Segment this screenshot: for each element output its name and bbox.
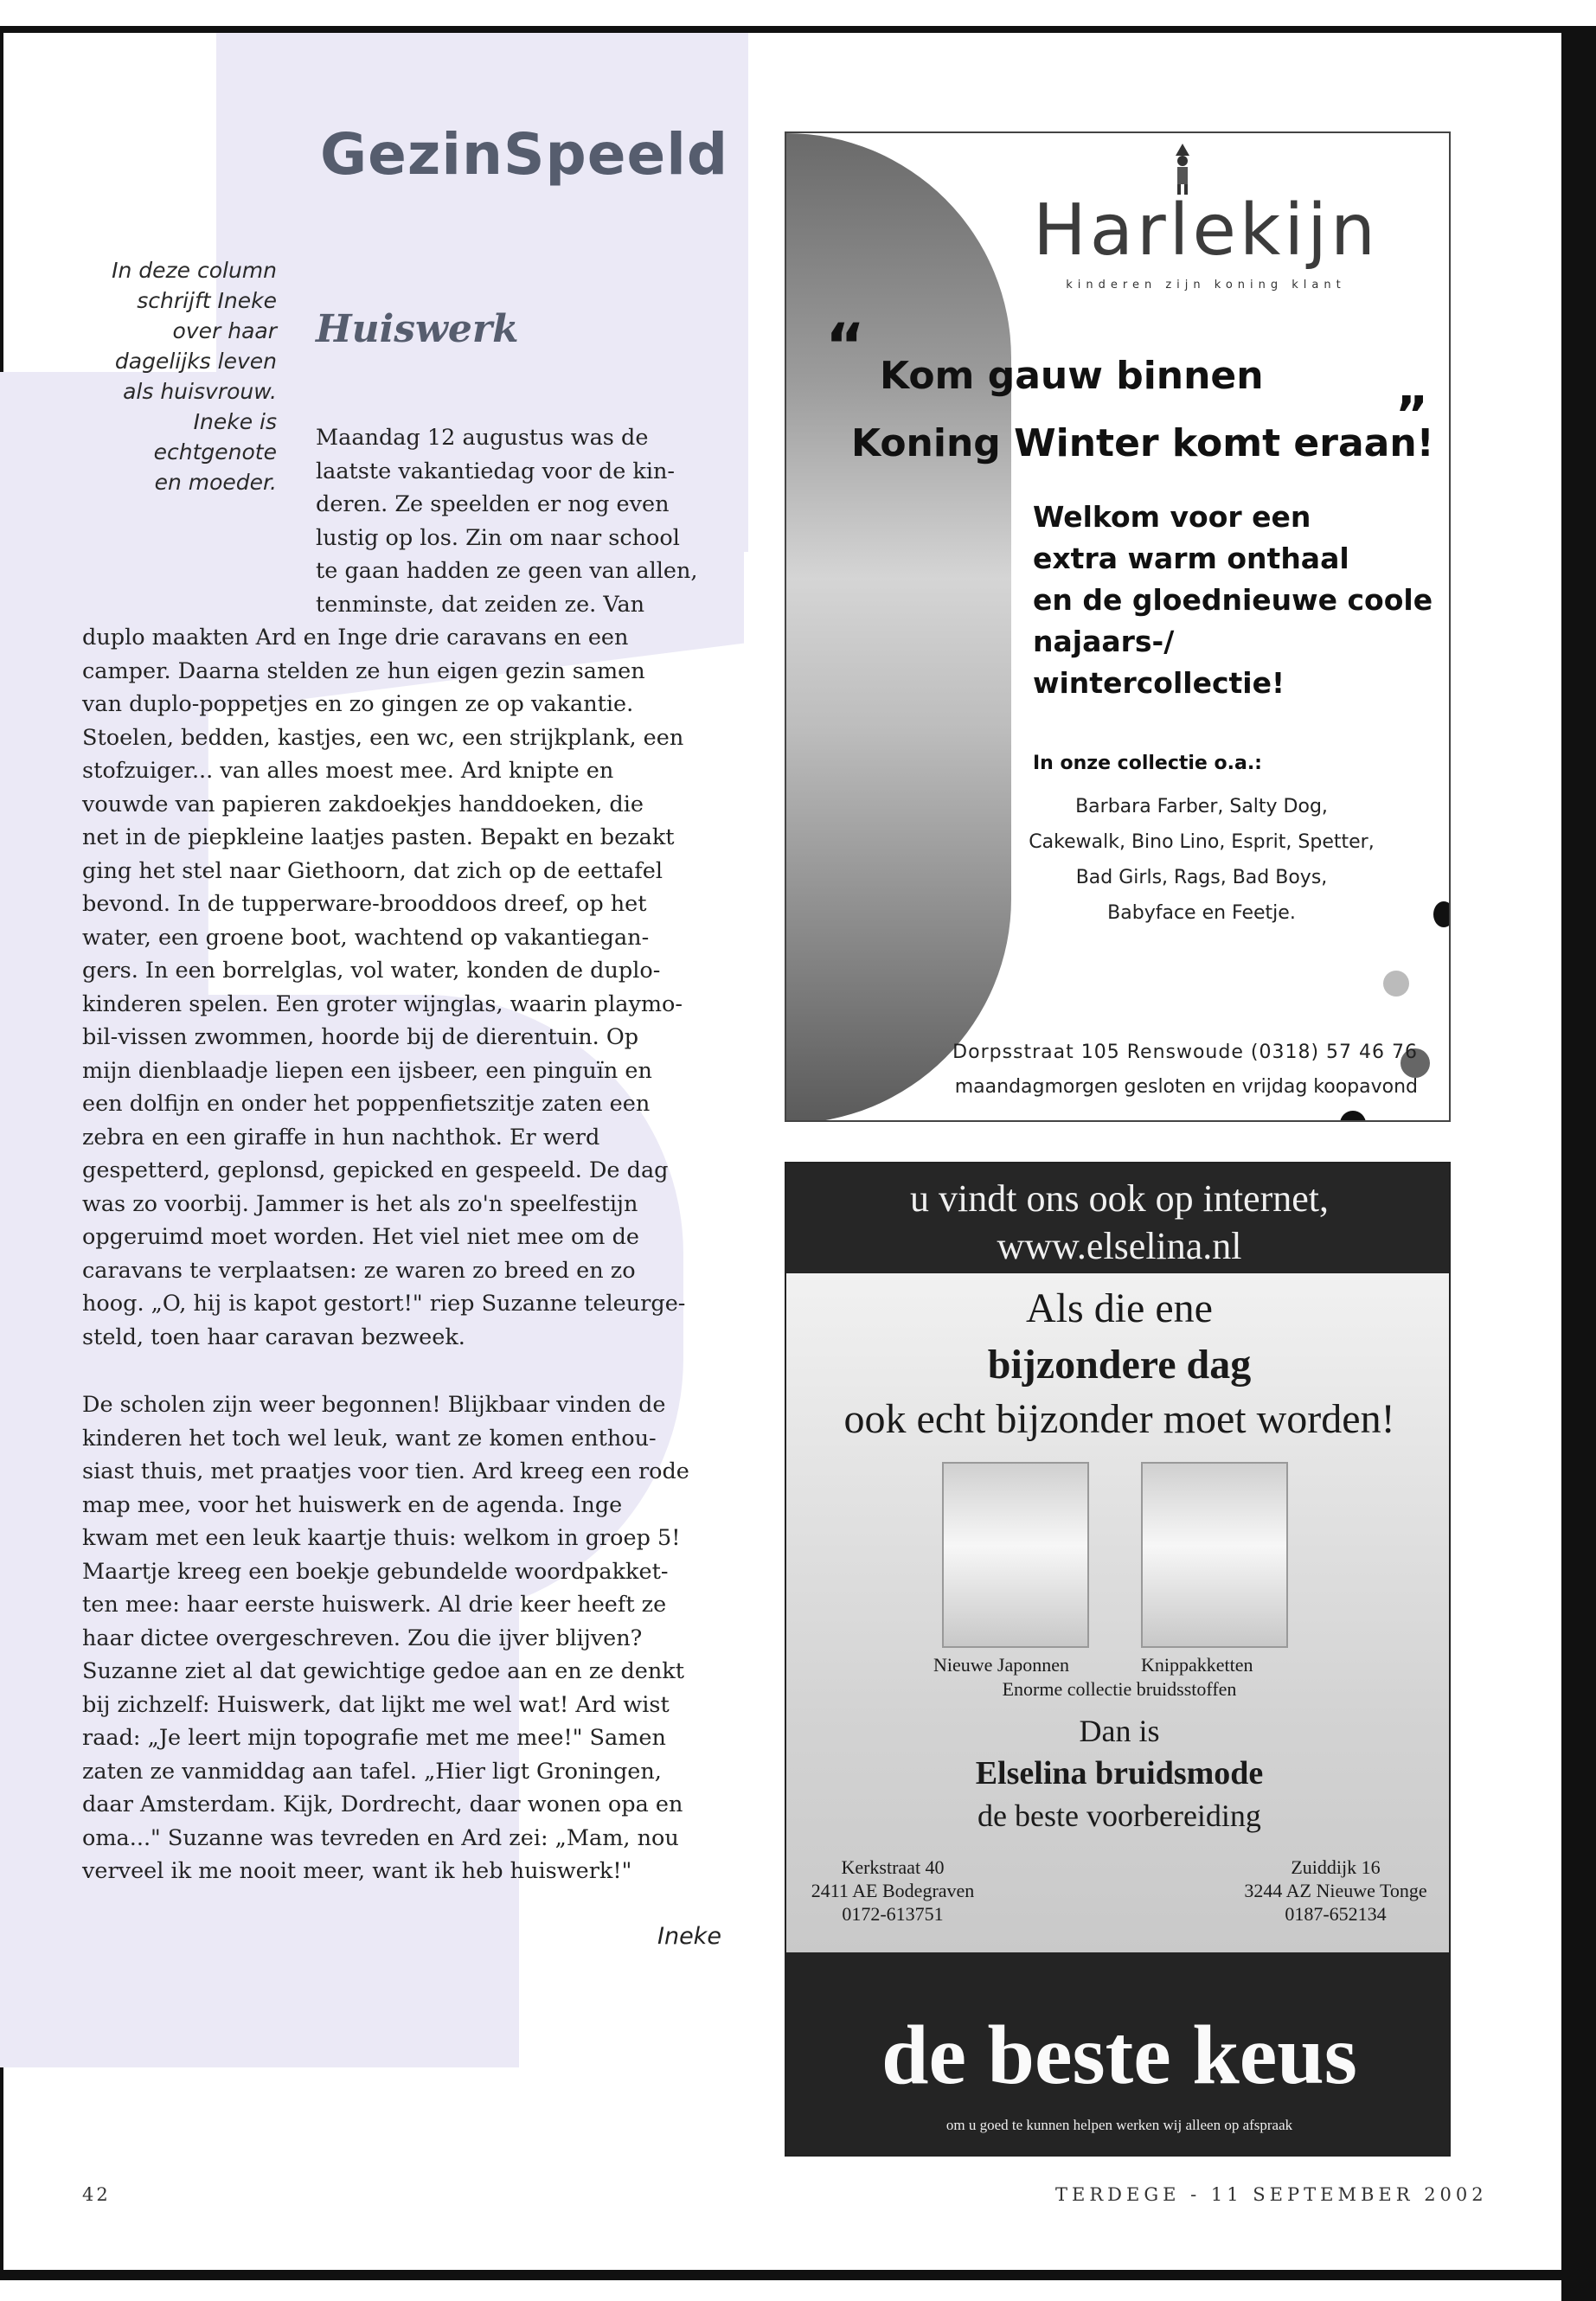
brand-subline: de beste voorbereiding: [977, 1798, 1261, 1833]
text-line: Welkom voor een: [1033, 500, 1311, 534]
text-line: najaars-/: [1033, 625, 1175, 658]
intro-line: schrijft Ineke: [137, 288, 277, 313]
text-line: kwam met een leuk kaartje thuis: welkom in groep 5!: [82, 1525, 681, 1551]
caption-fabrics: Enorme collectie bruidsstoffen: [1002, 1678, 1237, 1700]
text-line: steld, toen haar caravan bezweek.: [82, 1324, 465, 1350]
harlekijn-logo: Harlekijn: [1033, 189, 1379, 272]
text-line: siast thuis, met praatjes voor tien. Ard kreeg een rode: [82, 1458, 689, 1484]
text-line: verveel ik me nooit meer, want ik heb huiswerk!": [82, 1858, 632, 1884]
ad-headline-1: Kom gauw binnen: [880, 354, 1264, 398]
page-border-right: [1561, 26, 1596, 2301]
text-line: Bad Girls, Rags, Bad Boys,: [1075, 867, 1328, 888]
dan-is-text: Dan is: [1079, 1714, 1160, 1748]
article-subtitle: Huiswerk: [316, 307, 519, 351]
text-line: caravans te verplaatsen: ze waren zo breed en zo: [82, 1257, 636, 1284]
intro-line: echtgenote: [153, 439, 277, 465]
ad-headline-2: Koning Winter komt eraan!: [851, 421, 1434, 465]
text-line: 0172-613751: [842, 1903, 944, 1925]
text-line: Maandag 12 augustus was de: [316, 425, 649, 451]
text-line: camper. Daarna stelden ze hun eigen gezin samen: [82, 657, 645, 684]
website-url: www.elselina.nl: [997, 1225, 1242, 1267]
collection-heading: In onze collectie o.a.:: [1033, 753, 1262, 774]
internet-text: u vindt ons ook op internet,: [910, 1177, 1329, 1220]
text-line: 0187-652134: [1285, 1903, 1387, 1925]
author-signature: Ineke: [657, 1923, 721, 1950]
appointment-note: om u goed te kunnen helpen werken wij alleen op afspraak: [945, 2117, 1293, 2133]
text-line: opgeruimd moet worden. Het viel niet mee om de: [82, 1224, 639, 1250]
text-line: gespetterd, geplonsd, gepicked en gespeeld. De dag: [82, 1157, 669, 1183]
text-line: mijn dienblaadje liepen een ijsbeer, een pinguïn en: [82, 1057, 652, 1084]
text-line: De scholen zijn weer begonnen! Blijkbaar vinden de: [82, 1392, 666, 1418]
text-line: kinderen spelen. Een groter wijnglas, waarin playmo-: [82, 990, 683, 1017]
bride-photo: [942, 1462, 1089, 1648]
article-paragraph-1-top: [316, 421, 731, 621]
text-line: bil-vissen zwommen, hoorde bij de dierentuin. Op: [82, 1024, 639, 1050]
harlekijn-advertisement: [785, 131, 1451, 1122]
intro-line: dagelijks leven: [114, 349, 277, 374]
text-line: was zo voorbij. Jammer is het als zo'n speelfestijn: [82, 1190, 638, 1217]
text-line: lustig op los. Zin om naar school: [316, 524, 680, 551]
text-line: Zuiddijk 16: [1291, 1856, 1381, 1878]
text-line: kinderen het toch wel leuk, want ze komen enthou-: [82, 1425, 657, 1452]
text-line: daar Amsterdam. Kijk, Dordrecht, daar wonen opa en: [82, 1791, 683, 1817]
text-line: tenminste, dat zeiden ze. Van: [316, 591, 645, 618]
text-line: Barbara Farber, Salty Dog,: [1075, 796, 1328, 817]
text-line: vouwde van papieren zakdoekjes handdoeken, die: [82, 791, 644, 817]
text-line: gers. In een borrelglas, vol water, konden de duplo-: [82, 958, 661, 984]
column-intro: [78, 255, 277, 497]
quote-close-mark: „: [1396, 358, 1430, 417]
text-line: net in de piepkleine laatjes pasten. Bepakt en bezakt: [82, 824, 675, 850]
collection-brands: [985, 789, 1418, 931]
bottom-slogan: de beste keus: [881, 2009, 1357, 2102]
text-line: en de gloednieuwe coole: [1033, 583, 1433, 617]
address-left: [793, 1856, 992, 1926]
text-line: extra warm onthaal: [1033, 542, 1349, 575]
text-line: duplo maakten Ard en Inge drie caravans en een: [82, 625, 629, 651]
text-line: Maartje kreeg een boekje gebundelde woordpakket-: [82, 1558, 669, 1585]
text-line: Babyface en Feetje.: [1107, 902, 1296, 924]
text-line: ten mee: haar eerste huiswerk. Al drie keer heeft ze: [82, 1592, 667, 1618]
caption-dresses: Nieuwe Japonnen: [933, 1654, 1070, 1676]
bride-photo: [1141, 1462, 1288, 1648]
text-line: map mee, voor het huiswerk en de agenda. Inge: [82, 1491, 623, 1518]
article-paragraph-1: [82, 621, 731, 1354]
text-line: bij zichzelf: Huiswerk, dat lijkt me wel wat! Ard wist: [82, 1691, 670, 1718]
text-line: hoog. „O, hij is kapot gestort!" riep Suzanne teleurge-: [82, 1291, 686, 1317]
caption-patterns: Knippakketten: [1141, 1654, 1253, 1676]
page-number: 42: [82, 2184, 111, 2205]
text-line: oma..." Suzanne was tevreden en Ard zei: „Mam, nou: [82, 1824, 679, 1851]
intro-line: en moeder.: [154, 470, 277, 495]
text-line: deren. Ze speelden er nog even: [316, 491, 670, 517]
text-line: Suzanne ziet al dat gewichtige gedoe aan en ze denkt: [82, 1658, 684, 1684]
text-line: laatste vakantiedag voor de kin-: [316, 458, 676, 484]
slogan-line-3: ook echt bijzonder moet worden!: [843, 1396, 1395, 1442]
harlequin-figure-icon: [1165, 144, 1200, 195]
text-line: Stoelen, bedden, kastjes, een wc, een strijkplank, een: [82, 724, 684, 751]
text-line: Cakewalk, Bino Lino, Esprit, Spetter,: [1029, 831, 1375, 853]
text-line: raad: „Je leert mijn topografie met me mee!" Samen: [82, 1725, 666, 1751]
decorative-dot: [1340, 1111, 1366, 1122]
text-line: haar dictee overgeschreven. Zou die ijver blijven?: [82, 1625, 643, 1651]
column-title: GezinSpeeld: [320, 121, 729, 188]
page-border-top: [0, 26, 1596, 33]
text-line: een dolfijn en onder het poppenfietszitje zaten een: [82, 1091, 651, 1117]
text-line: 3244 AZ Nieuwe Tonge: [1244, 1880, 1427, 1901]
text-line: Kerkstraat 40: [841, 1856, 945, 1878]
intro-line: over haar: [172, 318, 277, 343]
text-line: ging het stel naar Giethoorn, dat zich op de eettafel: [82, 857, 663, 884]
elselina-advertisement: [785, 1162, 1451, 2157]
intro-line: als huisvrouw.: [123, 379, 277, 404]
harlekijn-tagline: kinderen zijn koning klant: [1066, 279, 1346, 292]
quote-open-mark: “: [825, 311, 866, 381]
article-paragraph-2: [82, 1388, 731, 1888]
page-border-bottom: [0, 2270, 1596, 2280]
text-line: zebra en een giraffe in hun nachthok. Er werd: [82, 1124, 600, 1150]
decorative-dot: [1383, 971, 1409, 997]
harlekijn-address: Dorpsstraat 105 Renswoude (0318) 57 46 76: [952, 1042, 1418, 1063]
publication-footer: TERDEGE - 11 SEPTEMBER 2002: [1055, 2184, 1488, 2205]
text-line: zaten ze vanmiddag aan tafel. „Hier ligt Groningen,: [82, 1758, 662, 1785]
intro-line: Ineke is: [193, 409, 277, 434]
intro-line: In deze column: [112, 258, 277, 283]
address-right: [1227, 1856, 1444, 1926]
brand-name: Elselina bruidsmode: [975, 1755, 1264, 1791]
text-line: te gaan hadden ze geen van allen,: [316, 558, 698, 584]
text-line: water, een groene boot, wachtend op vakantiegan-: [82, 924, 650, 951]
text-line: 2411 AE Bodegraven: [811, 1880, 975, 1901]
slogan-line-2: bijzondere dag: [987, 1342, 1252, 1388]
slogan-line-1: Als die ene: [1026, 1285, 1213, 1331]
text-line: stofzuiger... van alles moest mee. Ard knipte en: [82, 758, 614, 784]
text-line: van duplo-poppetjes en zo gingen ze op vakantie.: [82, 691, 634, 717]
harlekijn-opening-hours: maandagmorgen gesloten en vrijdag koopavond: [954, 1076, 1418, 1098]
welcome-text: [1033, 497, 1448, 704]
text-line: bevond. In de tupperware-brooddoos dreef, op het: [82, 891, 647, 917]
decorative-dot: [1433, 901, 1451, 927]
text-line: wintercollectie!: [1033, 666, 1285, 700]
